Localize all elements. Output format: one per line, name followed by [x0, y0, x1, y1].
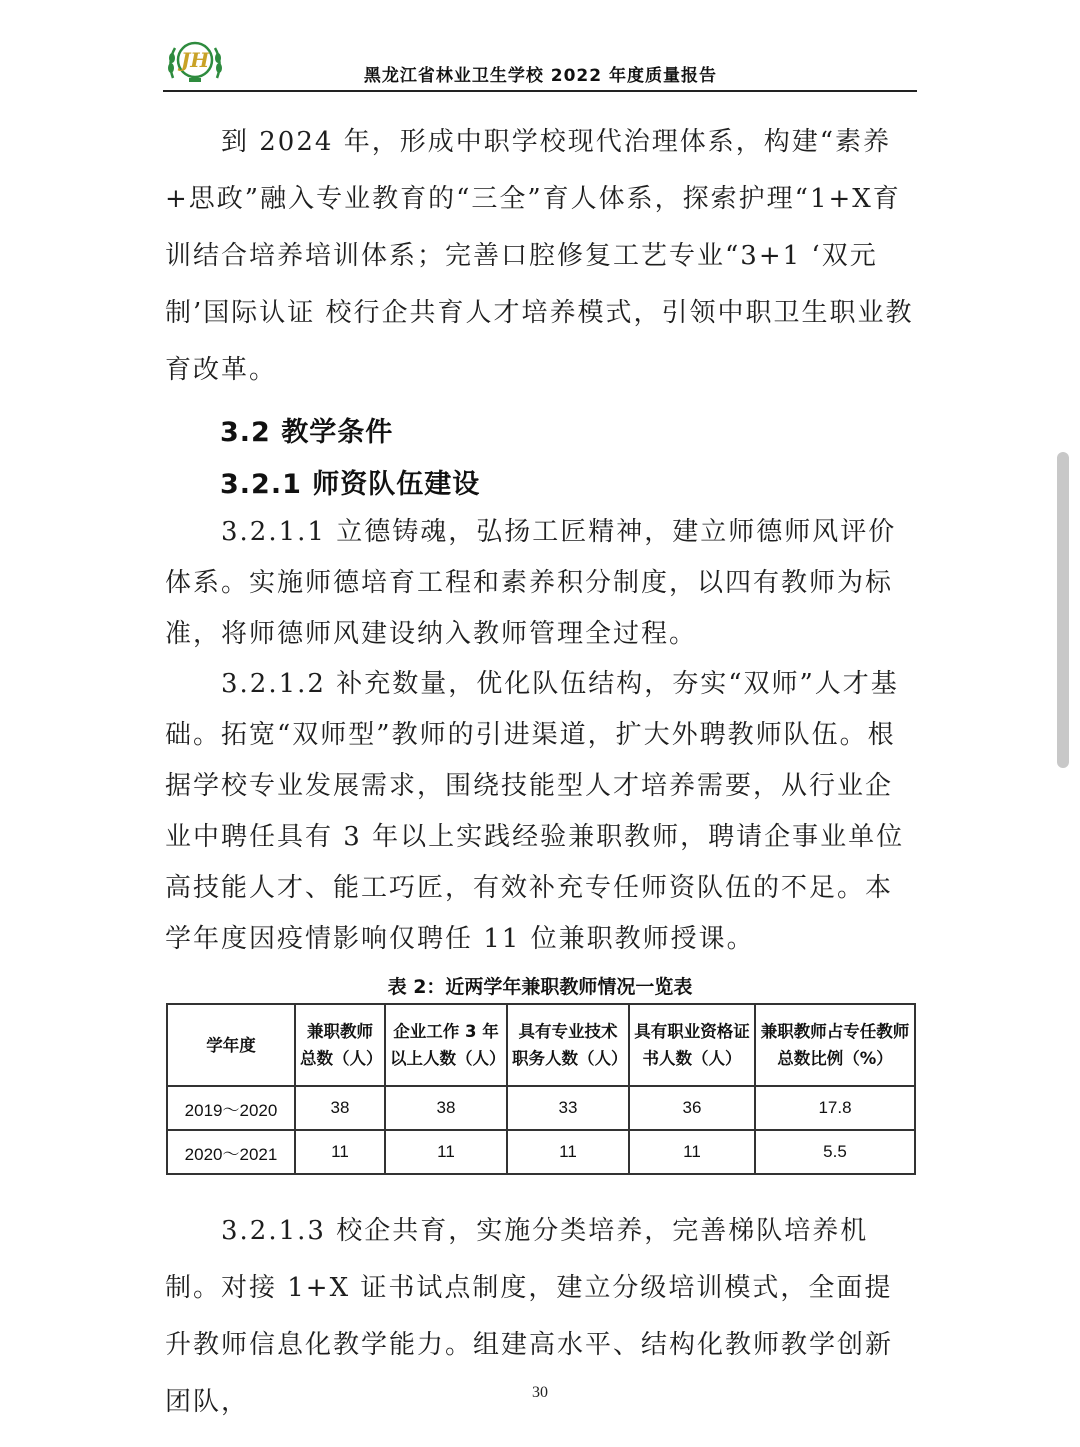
table-cell: 5.5	[755, 1130, 915, 1174]
page-number: 30	[532, 1384, 548, 1401]
column-header: 具有职业资格证书人数（人）	[629, 1004, 755, 1086]
table-cell: 38	[295, 1086, 385, 1130]
table-cell: 38	[385, 1086, 507, 1130]
vertical-scrollbar[interactable]	[1057, 452, 1069, 768]
column-header: 兼职教师总数（人）	[295, 1004, 385, 1086]
paragraph-3-2-1-1: 3.2.1.1 立德铸魂，弘扬工匠精神，建立师德师风评价体系。实施师德培育工程和素养积分制度，以四有教师为标准，将师德师风建设纳入教师管理全过程。	[165, 517, 897, 649]
paragraph-3-2-1-2: 3.2.1.2 补充数量，优化队伍结构，夯实“双师”人才基础。拓宽“双师型”教师的引进渠道，扩大外聘教师队伍。根据学校专业发展需求，围绕技能型人才培养需要，从行业企业中聘任具有 3 年以上实践经验兼职教师，聘请企事业单位高技能人才、能工巧匠，有效补充专任师资队伍的不足。本学年度因疫情影响仅聘任 11 位兼职教师授课。	[165, 669, 905, 954]
column-header: 企业工作 3 年以上人数（人）	[385, 1004, 507, 1086]
school-logo-icon	[165, 38, 225, 84]
table-cell: 2020～2021	[167, 1130, 295, 1174]
section-heading: 3.2 教学条件	[220, 417, 394, 448]
table-row	[167, 1130, 915, 1174]
table-cell: 11	[507, 1130, 629, 1174]
table-cell: 11	[295, 1130, 385, 1174]
table-cell: 17.8	[755, 1086, 915, 1130]
part-time-teachers-table	[166, 1003, 916, 1175]
table-cell: 36	[629, 1086, 755, 1130]
table-caption: 表 2：近两学年兼职教师情况一览表	[387, 976, 693, 998]
logo-text: JH	[180, 48, 210, 72]
report-title: 黑龙江省林业卫生学校 2022 年度质量报告	[363, 66, 717, 86]
table-cell: 33	[507, 1086, 629, 1130]
column-header: 具有专业技术职务人数（人）	[507, 1004, 629, 1086]
subsection-heading: 3.2.1 师资队伍建设	[220, 469, 481, 500]
table-cell: 11	[385, 1130, 507, 1174]
table-row	[167, 1086, 915, 1130]
column-header: 学年度	[167, 1004, 295, 1086]
table-cell: 11	[629, 1130, 755, 1174]
column-header: 兼职教师占专任教师总数比例（%）	[755, 1004, 915, 1086]
paragraph-3-2-1-3: 3.2.1.3 校企共育，实施分类培养，完善梯队培养机制。对接 1+X 证书试点制度，建立分级培训模式，全面提升教师信息化教学能力。组建高水平、结构化教师教学创新团队，	[165, 1216, 894, 1417]
table-cell: 2019～2020	[167, 1086, 295, 1130]
intro-paragraph: 到 2024 年，形成中职学校现代治理体系，构建“素养+思政”融入专业教育的“三全”育人体系，探索护理“1+X育训结合培养培训体系；完善口腔修复工艺专业“3+1 ‘双元制’国际认证 校行企共育人才培养模式，引领中职卫生职业教育改革。	[165, 127, 914, 385]
page-header	[163, 34, 917, 92]
table-header-row	[167, 1004, 915, 1086]
